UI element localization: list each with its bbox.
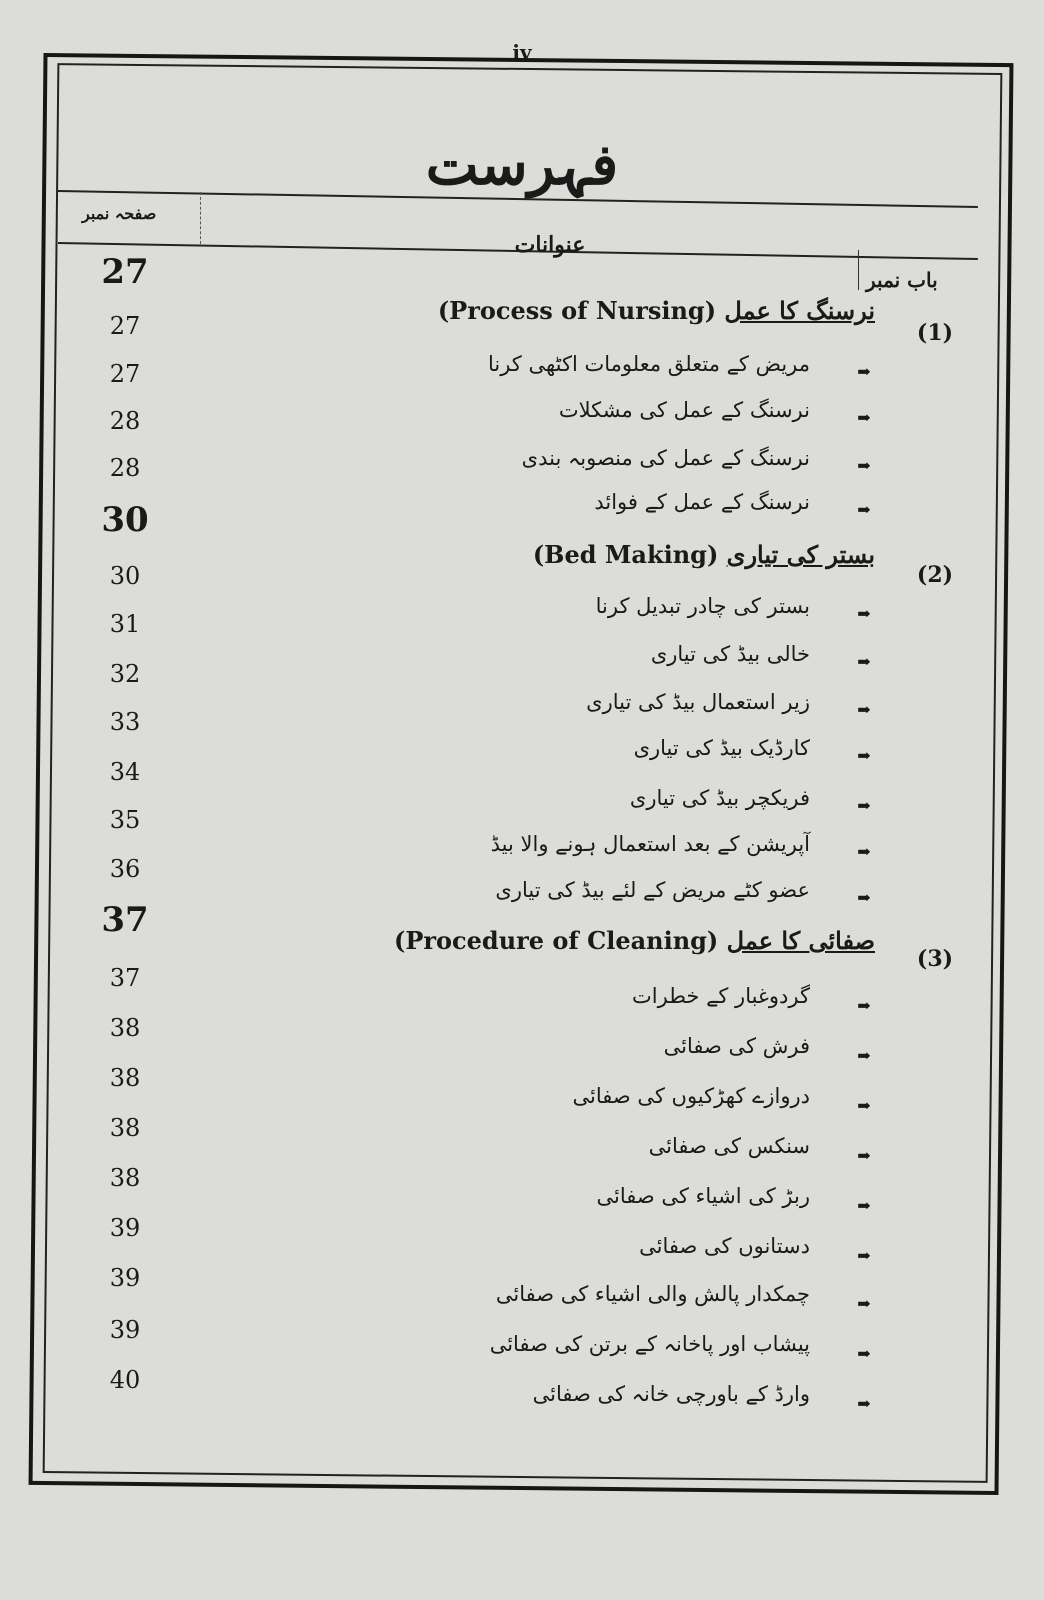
toc-item: مریض کے متعلق معلومات اکٹھی کرنا	[487, 352, 810, 376]
arrow-icon: ➡	[857, 408, 871, 427]
toc-item: آپریشن کے بعد استعمال ہونے والا بیڈ	[490, 832, 810, 856]
toc-item: نرسنگ کے عمل کے فوائد	[594, 490, 810, 514]
item-page: 30	[109, 562, 141, 590]
chapter-page: 37	[101, 900, 149, 940]
chapter-title-urdu: صفائی کا عمل	[726, 926, 875, 955]
toc-item: بستر کی چادر تبدیل کرنا	[595, 594, 810, 618]
toc-item: گردوغبار کے خطرات	[632, 984, 810, 1008]
item-page: 39	[109, 1214, 141, 1242]
arrow-icon: ➡	[857, 700, 871, 719]
arrow-icon: ➡	[857, 652, 871, 671]
topics-header: عنوانات	[514, 232, 586, 258]
chapter-title-english: (Procedure of Cleaning)	[393, 926, 719, 955]
item-page: 28	[109, 407, 141, 435]
toc-item: فرش کی صفائی	[663, 1034, 810, 1058]
arrow-icon: ➡	[857, 796, 871, 815]
chapter-page: 27	[101, 252, 149, 292]
arrow-icon: ➡	[857, 1146, 871, 1165]
chapter-title-urdu: بستر کی تیاری	[726, 540, 875, 569]
chapter-title-english: (Process of Nursing)	[437, 296, 717, 325]
toc-item: خالی بیڈ کی تیاری	[650, 642, 810, 666]
chapter-title	[300, 540, 875, 569]
item-page: 33	[109, 708, 141, 736]
item-page: 38	[109, 1064, 141, 1092]
toc-item: فریکچر بیڈ کی تیاری	[629, 786, 810, 810]
arrow-icon: ➡	[857, 604, 871, 623]
chapter-title-urdu: نرسنگ کا عمل	[724, 296, 875, 325]
item-page: 40	[109, 1366, 141, 1394]
toc-item: سنکس کی صفائی	[648, 1134, 810, 1158]
item-page: 36	[109, 855, 141, 883]
item-page: 38	[109, 1014, 141, 1042]
item-page: 38	[109, 1114, 141, 1142]
arrow-icon: ➡	[857, 1046, 871, 1065]
item-page: 31	[109, 610, 141, 638]
arrow-icon: ➡	[857, 1294, 871, 1313]
item-page: 39	[109, 1264, 141, 1292]
toc-item: کارڈیک بیڈ کی تیاری	[633, 736, 810, 760]
toc-item: وارڈ کے باورچی خانہ کی صفائی	[532, 1382, 810, 1406]
toc-item: دروازے کھڑکیوں کی صفائی	[572, 1084, 810, 1108]
item-page: 37	[109, 964, 141, 992]
chapter-title-english: (Bed Making)	[532, 540, 719, 569]
toc-item: پیشاب اور پاخانہ کے برتن کی صفائی	[489, 1332, 810, 1356]
toc-item: زیر استعمال بیڈ کی تیاری	[586, 690, 810, 714]
item-page: 32	[109, 660, 141, 688]
page-no-header: صفحہ نمبر	[82, 204, 157, 223]
arrow-icon: ➡	[857, 842, 871, 861]
toc-item: نرسنگ کے عمل کی منصوبہ بندی	[521, 446, 810, 470]
arrow-icon: ➡	[857, 456, 871, 475]
toc-item: چمکدار پالش والی اشیاء کی صفائی	[495, 1282, 810, 1306]
item-page: 38	[109, 1164, 141, 1192]
chapter-page: 30	[101, 500, 149, 540]
chapter-number: (1)	[916, 320, 954, 346]
arrow-icon: ➡	[857, 888, 871, 907]
page-number: iv	[512, 40, 532, 64]
arrow-icon: ➡	[857, 500, 871, 519]
item-page: 34	[109, 758, 141, 786]
item-page: 35	[109, 806, 141, 834]
item-page: 39	[109, 1316, 141, 1344]
arrow-icon: ➡	[857, 1394, 871, 1413]
toc-item: عضو کٹے مریض کے لئے بیڈ کی تیاری	[495, 878, 810, 902]
arrow-icon: ➡	[857, 1246, 871, 1265]
chapter-no-header: باب نمبر	[866, 268, 938, 292]
arrow-icon: ➡	[857, 746, 871, 765]
toc-item: دستانوں کی صفائی	[639, 1234, 810, 1258]
arrow-icon: ➡	[857, 1096, 871, 1115]
chapter-title	[300, 296, 875, 325]
arrow-icon: ➡	[857, 1196, 871, 1215]
page-title: فہرست	[425, 132, 619, 198]
toc-item: ربڑ کی اشیاء کی صفائی	[596, 1184, 810, 1208]
header-divider-right	[858, 250, 859, 290]
arrow-icon: ➡	[857, 1344, 871, 1363]
chapter-title	[300, 926, 875, 955]
header-divider-left	[200, 192, 201, 244]
item-page: 27	[109, 312, 141, 340]
item-page: 27	[109, 360, 141, 388]
item-page: 28	[109, 454, 141, 482]
arrow-icon: ➡	[857, 362, 871, 381]
arrow-icon: ➡	[857, 996, 871, 1015]
toc-item: نرسنگ کے عمل کی مشکلات	[558, 398, 810, 422]
chapter-number: (2)	[916, 562, 954, 588]
chapter-number: (3)	[916, 946, 954, 972]
